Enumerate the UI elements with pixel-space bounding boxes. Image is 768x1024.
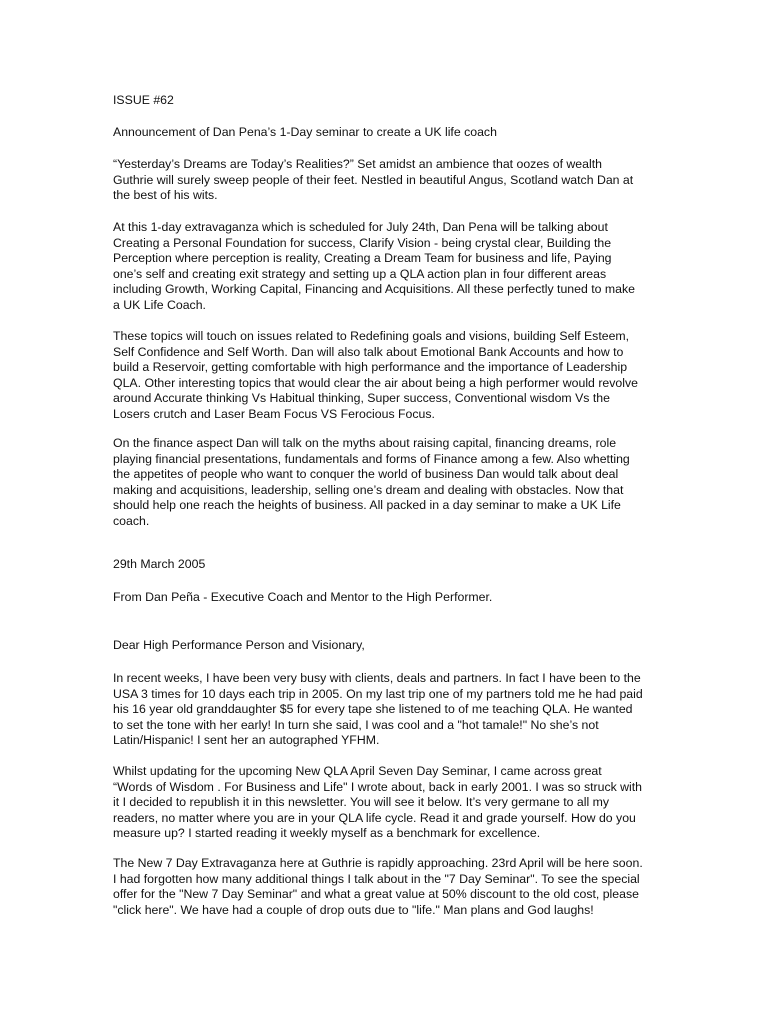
letter-paragraph-extravaganza: The New 7 Day Extravaganza here at Guthrie is rapidly approaching. 23rd April will be here soon. I had forgotten how many additional things I talk about in the "7 Day Seminar". To see the special offer for the "New 7 Day Seminar" and what a great value at 50% discount to the old cost, please "click here". We have had a couple of drop outs due to "life." Man plans and God laughs!	[113, 856, 643, 917]
paragraph-intro: “Yesterday’s Dreams are Today’s Realities?” Set amidst an ambience that oozes of wealth Guthrie will surely sweep people of their feet. Nestled in beautiful Angus, Scotland watch Dan at the best of his wits.	[113, 157, 634, 203]
letter-from-line: From Dan Peña - Executive Coach and Mentor to the High Performer.	[113, 590, 493, 604]
letter-date: 29th March 2005	[113, 557, 206, 571]
letter-paragraph-words-of-wisdom: Whilst updating for the upcoming New QLA April Seven Day Seminar, I came across great “Words of Wisdom . For Business and Life" I wrote about, back in early 2001. I was so struck with it I decided to republish it in this newsletter. You will see it below. It’s very germane to all my readers, no matter where you are in your QLA life cycle. Read it and grade yourself. How do you measure up? I started reading it weekly myself as a benchmark for excellence.	[113, 764, 643, 841]
announcement-headline: Announcement of Dan Pena’s 1-Day seminar to create a UK life coach	[113, 125, 497, 139]
letter-salutation: Dear High Performance Person and Visionary,	[113, 638, 365, 652]
paragraph-seminar-topics: At this 1-day extravaganza which is scheduled for July 24th, Dan Pena will be talking about Creating a Personal Foundation for success, Clarify Vision - being crystal clear, Building the Perception where perception is reality, Creating a Dream Team for business and life, Paying one’s self and creating exit strategy and setting up a QLA action plan in four different areas including Growth, Working Capital, Financing and Acquisitions. All these perfectly tuned to make a UK Life Coach.	[113, 220, 635, 312]
paragraph-finance: On the finance aspect Dan will talk on the myths about raising capital, financing dreams, role playing financial presentations, fundamentals and forms of Finance among a few. Also whetting the appetites of people who want to conquer the world of business Dan would talk about deal making and acquisitions, leadership, selling one’s dream and dealing with obstacles. Now that should help one reach the heights of business. All packed in a day seminar to make a UK Life coach.	[113, 436, 630, 528]
issue-number: ISSUE #62	[113, 93, 174, 107]
paragraph-self-esteem: These topics will touch on issues related to Redefining goals and visions, building Self Esteem, Self Confidence and Self Worth. Dan will also talk about Emotional Bank Accounts and how to build a Reservoir, getting comfortable with high performance and the importance of Leadership QLA. Other interesting topics that would clear the air about being a high performer would revolve around Accurate thinking Vs Habitual thinking, Super success, Conventional wisdom Vs the Losers crutch and Laser Beam Focus VS Ferocious Focus.	[113, 329, 638, 421]
letter-paragraph-recent-weeks: In recent weeks, I have been very busy with clients, deals and partners. In fact I have been to the USA 3 times for 10 days each trip in 2005. On my last trip one of my partners told me he had paid his 16 year old granddaughter $5 for every tape she listened to of me teaching QLA. He wanted to set the tone with her early! In turn she said, I was cool and a "hot tamale!" No she’s not Latin/Hispanic! I sent her an autographed YFHM.	[113, 671, 643, 748]
